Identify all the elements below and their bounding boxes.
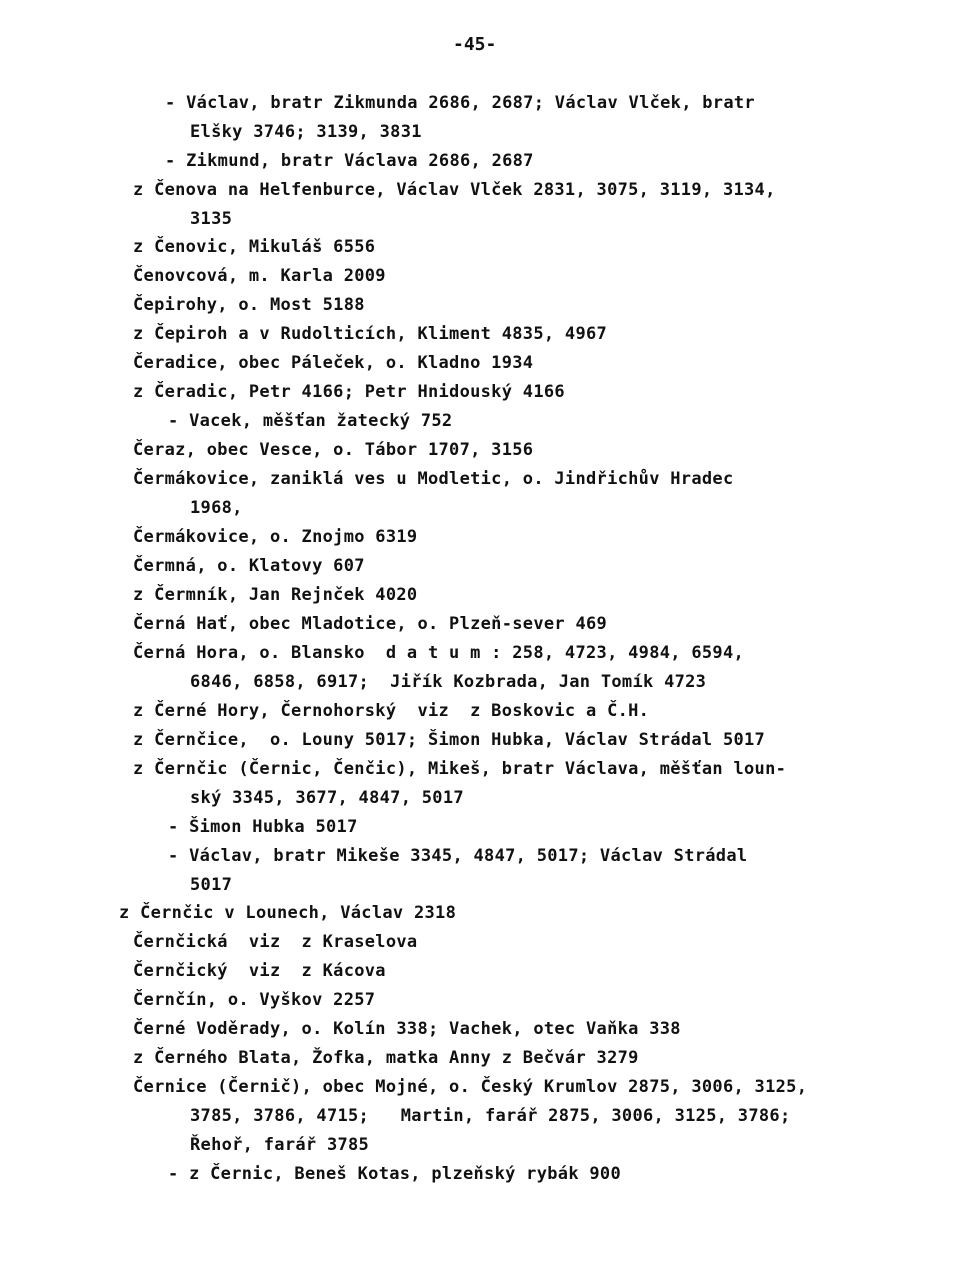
index-line: Čenovcová, m. Karla 2009	[133, 266, 386, 286]
index-line: - Zikmund, bratr Václava 2686, 2687	[165, 151, 534, 171]
index-line: Čepirohy, o. Most 5188	[133, 295, 365, 315]
index-line: - Václav, bratr Zikmunda 2686, 2687; Václav Vlček, bratr	[165, 93, 755, 113]
index-line: Černčický viz z Kácova	[133, 961, 386, 981]
index-line: 6846, 6858, 6917; Jiřík Kozbrada, Jan Tomík 4723	[190, 672, 707, 692]
index-line: Černé Voděrady, o. Kolín 338; Vachek, otec Vaňka 338	[133, 1019, 681, 1039]
index-line: 5017	[190, 875, 233, 895]
index-line: Černá Hora, o. Blansko d a t u m : 258, 4723, 4984, 6594,	[133, 643, 745, 663]
index-line: z Černčic v Lounech, Václav 2318	[119, 903, 457, 923]
index-line: Čermná, o. Klatovy 607	[133, 556, 365, 576]
index-line: Čermákovice, zaniklá ves u Modletic, o. Jindřichův Hradec	[133, 469, 734, 489]
index-line: Černá Hať, obec Mladotice, o. Plzeň-sever 469	[133, 614, 608, 634]
index-line: Čeraz, obec Vesce, o. Tábor 1707, 3156	[133, 440, 534, 460]
index-line: z Čermník, Jan Rejnček 4020	[133, 585, 418, 605]
index-line: - z Černic, Beneš Kotas, plzeňský rybák 900	[168, 1164, 621, 1184]
index-line: 3785, 3786, 4715; Martin, farář 2875, 3006, 3125, 3786;	[190, 1106, 791, 1126]
index-line: Černčín, o. Vyškov 2257	[133, 990, 376, 1010]
index-line: 3135	[190, 209, 233, 229]
index-line: Černčická viz z Kraselova	[133, 932, 418, 952]
index-line: z Čenovic, Mikuláš 6556	[133, 237, 376, 257]
index-line: Černice (Černič), obec Mojné, o. Český Krumlov 2875, 3006, 3125,	[133, 1077, 808, 1097]
index-line: z Černého Blata, Žofka, matka Anny z Bečvár 3279	[133, 1048, 639, 1068]
index-line: 1968,	[190, 498, 243, 518]
index-line: - Šimon Hubka 5017	[168, 817, 358, 837]
index-line: - Václav, bratr Mikeše 3345, 4847, 5017; Václav Strádal	[168, 846, 748, 866]
index-line: z Černé Hory, Černohorský viz z Boskovic a Č.H.	[133, 701, 650, 721]
index-line: Čeradice, obec Páleček, o. Kladno 1934	[133, 353, 534, 373]
index-line: - Vacek, měšťan žatecký 752	[168, 411, 453, 431]
index-line: z Černčice, o. Louny 5017; Šimon Hubka, Václav Strádal 5017	[133, 730, 766, 750]
index-line: Čermákovice, o. Znojmo 6319	[133, 527, 418, 547]
page-number: -45-	[453, 34, 497, 55]
index-line: Elšky 3746; 3139, 3831	[190, 122, 422, 142]
index-line: z Čepiroh a v Rudolticích, Kliment 4835, 4967	[133, 324, 608, 344]
index-line: z Čenova na Helfenburce, Václav Vlček 2831, 3075, 3119, 3134,	[133, 180, 776, 200]
index-line: ský 3345, 3677, 4847, 5017	[190, 788, 464, 808]
index-line: z Čeradic, Petr 4166; Petr Hnidouský 4166	[133, 382, 565, 402]
index-line: z Černčic (Černic, Čenčic), Mikeš, bratr Václava, měšťan loun-	[133, 759, 787, 779]
index-line: Řehoř, farář 3785	[190, 1135, 370, 1155]
